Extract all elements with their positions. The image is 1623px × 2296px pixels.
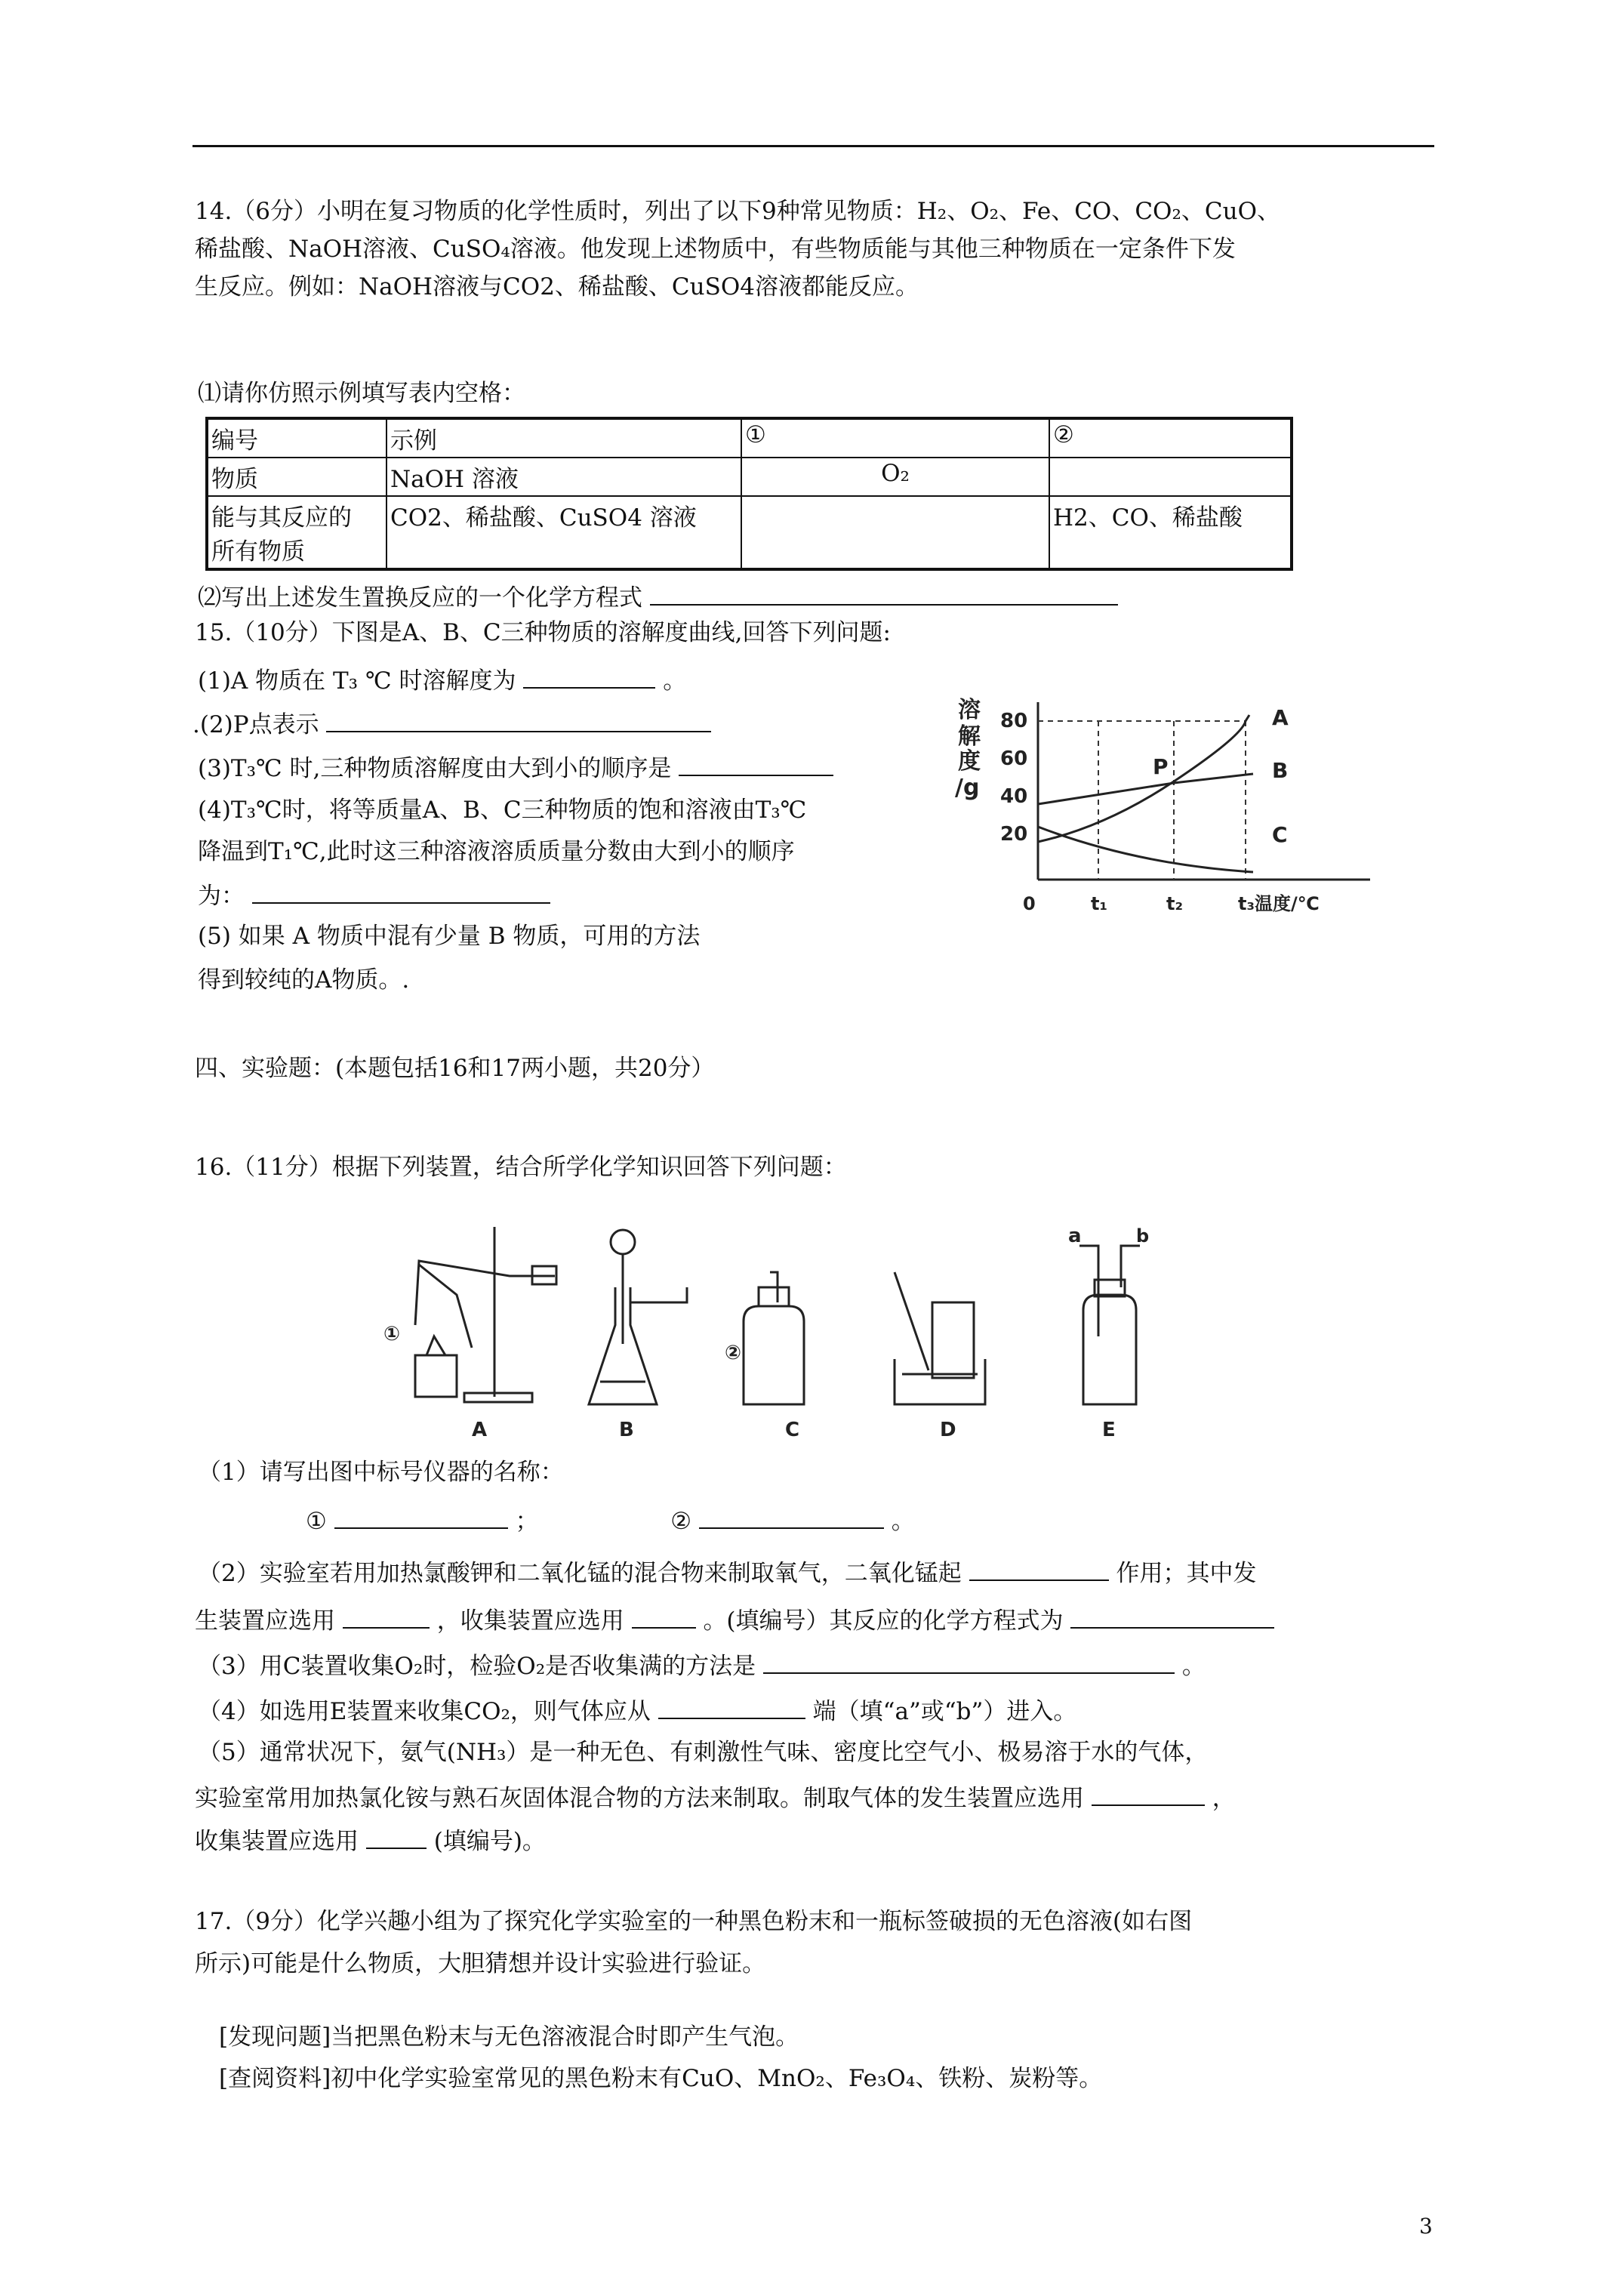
solubility-graph [947, 691, 1400, 917]
q15-p4b: 降温到T₁℃,此时这三种溶液溶质质量分数由大到小的顺序 [198, 838, 795, 865]
q16-p2a [198, 1557, 1256, 1588]
answer-blank[interactable] [523, 664, 655, 689]
q14-part2-text: ⑵写出上述发生置换反应的一个化学方程式 [198, 584, 642, 612]
marker-1: ① [383, 1323, 401, 1345]
curve-label: A [1272, 705, 1289, 730]
q16-p3-text: （3）用C装置收集O₂时，检验O₂是否收集满的方法是 [198, 1653, 756, 1680]
q15-p4c [198, 880, 550, 911]
marker-2: ② [725, 1342, 742, 1364]
curve-label: C [1272, 822, 1288, 847]
q15-p1-end: 。 [663, 667, 687, 695]
q15-p5a: (5) 如果 A 物质中混有少量 B 物质，可用的方法 [198, 923, 701, 950]
table-cell: 示例 [387, 418, 741, 458]
graph-ylabel [955, 697, 981, 801]
table-cell: 编号 [207, 418, 387, 458]
table-header-row [207, 418, 1292, 458]
curve-label: B [1272, 758, 1289, 783]
apparatus-label: C [785, 1419, 800, 1441]
q15-p1-text: (1)A 物质在 T₃ ℃ 时溶解度为 [198, 667, 516, 695]
answer-blank[interactable] [699, 1505, 884, 1529]
table-row-substance [207, 458, 1292, 496]
end-b-label: b [1136, 1225, 1150, 1247]
table-cell: H2、CO、稀盐酸 [1049, 496, 1292, 569]
separator: ； [515, 1508, 539, 1535]
table-cell [207, 496, 387, 569]
q14-line3: 生反应。例如：NaOH溶液与CO2、稀盐酸、CuSO4溶液都能反应。 [195, 273, 919, 300]
answer-blank[interactable] [1092, 1782, 1205, 1806]
answer-blank[interactable] [650, 581, 1118, 606]
section4-title: 四、实验题：(本题包括16和17两小题，共20分） [195, 1055, 715, 1082]
q16-p5c-end: (填编号)。 [433, 1828, 546, 1855]
table-row-reactants [207, 496, 1292, 569]
q17-line1: 17.（9分）化学兴趣小组为了探究化学实验室的一种黑色粉末和一瓶标签破损的无色溶液(如右图 [195, 1908, 1193, 1935]
ylabel-char: 溶 [958, 697, 981, 723]
q16-p3 [198, 1650, 1206, 1681]
ytick-label: 40 [1000, 785, 1028, 808]
q17-lookup: [查阅资料]初中化学实验室常见的黑色粉末有CuO、MnO₂、Fe₃O₄、铁粉、炭粉等。 [219, 2065, 1103, 2092]
answer-blank[interactable] [658, 1695, 805, 1719]
q14-part1: ⑴请你仿照示例填写表内空格： [198, 380, 525, 407]
y-ticks [1000, 710, 1027, 846]
answer-blank[interactable] [1070, 1604, 1274, 1629]
header-rule [192, 145, 1434, 147]
q16-p1-answers [306, 1505, 915, 1536]
q16-p2b-text: ，收集装置应选用 [436, 1607, 624, 1635]
q16-p4 [198, 1695, 1076, 1726]
q15-p1 [198, 664, 686, 695]
q15-p4a: (4)T₃℃时，将等质量A、B、C三种物质的饱和溶液由T₃℃ [198, 797, 807, 824]
q16-p4-text: （4）如选用E装置来收集CO₂，则气体应从 [198, 1698, 651, 1725]
apparatus-label: D [940, 1419, 956, 1441]
end-a-label: a [1068, 1225, 1082, 1247]
point-label: P [1153, 754, 1169, 779]
x-ticks [1023, 893, 1320, 914]
q16-p5b-end: ， [1212, 1785, 1236, 1812]
answer-blank[interactable] [763, 1650, 1175, 1674]
q16-p5b [195, 1782, 1236, 1813]
ylabel-char: /g [955, 775, 980, 801]
q15-title: 15.（10分）下图是A、B、C三种物质的溶解度曲线,回答下列问题: [195, 619, 891, 646]
q14-table [205, 417, 1293, 571]
q14-part2 [198, 581, 1118, 612]
q15-p4c-text: 为： [198, 883, 245, 910]
q15-p5b: 得到较纯的A物质。. [198, 966, 410, 994]
q14-line1: 14.（6分）小明在复习物质的化学性质时，列出了以下9种常见物质：H₂、O₂、Fe、CO、CO₂、CuO、 [195, 198, 1280, 225]
xtick-label: t₁ [1091, 893, 1107, 914]
ytick-label: 20 [1000, 823, 1028, 846]
q15-p2 [192, 708, 711, 739]
q17-find: [发现问题]当把黑色粉末与无色溶液混合时即产生气泡。 [219, 2023, 799, 2051]
q16-p5c-text: 收集装置应选用 [195, 1828, 359, 1855]
q16-p5b-text: 实验室常用加热氯化铵与熟石灰固体混合物的方法来制取。制取气体的发生装置应选用 [195, 1785, 1084, 1812]
q15-p2-text: .(2)P点表示 [192, 711, 319, 738]
answer-blank[interactable] [632, 1604, 696, 1629]
q16-p1: （1）请写出图中标号仪器的名称： [198, 1459, 564, 1486]
table-cell: ① [741, 418, 1049, 458]
q16-p2a-text: （2）实验室若用加热氯酸钾和二氧化锰的混合物来制取氧气，二氧化锰起 [198, 1560, 962, 1587]
apparatus-label: E [1102, 1419, 1116, 1441]
xtick-label: t₂ [1166, 893, 1183, 914]
table-cell: CO2、稀盐酸、CuSO4 溶液 [387, 496, 741, 569]
table-cell: NaOH 溶液 [387, 458, 741, 496]
q16-title: 16.（11分）根据下列装置，结合所学化学知识回答下列问题： [195, 1154, 847, 1181]
answer-blank[interactable] [679, 752, 833, 776]
table-cell: ② [1049, 418, 1292, 458]
blank-marker: ① [306, 1508, 327, 1535]
page-number: 3 [1419, 2214, 1433, 2239]
q15-p3-text: (3)T₃℃ 时,三种物质溶解度由大到小的顺序是 [198, 755, 672, 782]
q16-p2b-text: 。(填编号）其反应的化学方程式为 [703, 1607, 1064, 1635]
apparatus-label: B [619, 1419, 634, 1441]
end-mark: 。 [891, 1508, 915, 1535]
answer-blank[interactable] [252, 880, 550, 904]
apparatus-b [589, 1230, 687, 1404]
apparatus-figure [381, 1212, 1150, 1446]
q16-p2a-end: 作用；其中发 [1116, 1560, 1257, 1587]
ylabel-char: 度 [958, 748, 981, 775]
q14-line2: 稀盐酸、NaOH溶液、CuSO₄溶液。他发现上述物质中，有些物质能与其他三种物质在一定条件下发 [195, 236, 1236, 263]
q16-p2b-text: 生装置应选用 [195, 1607, 335, 1635]
q16-p2b [195, 1604, 1274, 1635]
row-label-line1: 能与其反应的 [211, 504, 352, 532]
apparatus-a [415, 1227, 556, 1402]
q15-p3 [198, 752, 833, 783]
row-label-line2: 所有物质 [211, 538, 305, 566]
apparatus-c [744, 1272, 804, 1404]
q17-line2: 所示)可能是什么物质，大胆猜想并设计实验进行验证。 [195, 1950, 766, 1977]
answer-blank[interactable] [343, 1604, 430, 1629]
curve-labels [1153, 705, 1289, 847]
answer-blank[interactable] [969, 1557, 1109, 1581]
table-cell[interactable] [1049, 458, 1292, 496]
apparatus-label: A [472, 1419, 488, 1441]
xtick-label: t₃温度/℃ [1238, 893, 1320, 914]
answer-blank[interactable] [334, 1505, 508, 1529]
xtick-label: 0 [1023, 893, 1036, 914]
q16-p3-end: 。 [1181, 1653, 1206, 1680]
answer-blank[interactable] [326, 708, 711, 732]
q16-p5c [195, 1825, 546, 1856]
table-cell: 物质 [207, 458, 387, 496]
table-cell: O₂ [741, 458, 1049, 496]
ytick-label: 80 [1000, 710, 1028, 732]
answer-blank[interactable] [366, 1825, 427, 1849]
apparatus-e [1079, 1246, 1140, 1404]
blank-marker: ② [670, 1508, 692, 1535]
apparatus-d [895, 1272, 985, 1404]
ytick-label: 60 [1000, 747, 1028, 770]
ylabel-char: 解 [958, 723, 981, 750]
q16-p4-end: 端（填“a”或“b”）进入。 [812, 1698, 1077, 1725]
q16-p5a: （5）通常状况下，氨气(NH₃）是一种无色、有刺激性气味、密度比空气小、极易溶于水的气体， [198, 1739, 1209, 1766]
table-cell[interactable] [741, 496, 1049, 569]
